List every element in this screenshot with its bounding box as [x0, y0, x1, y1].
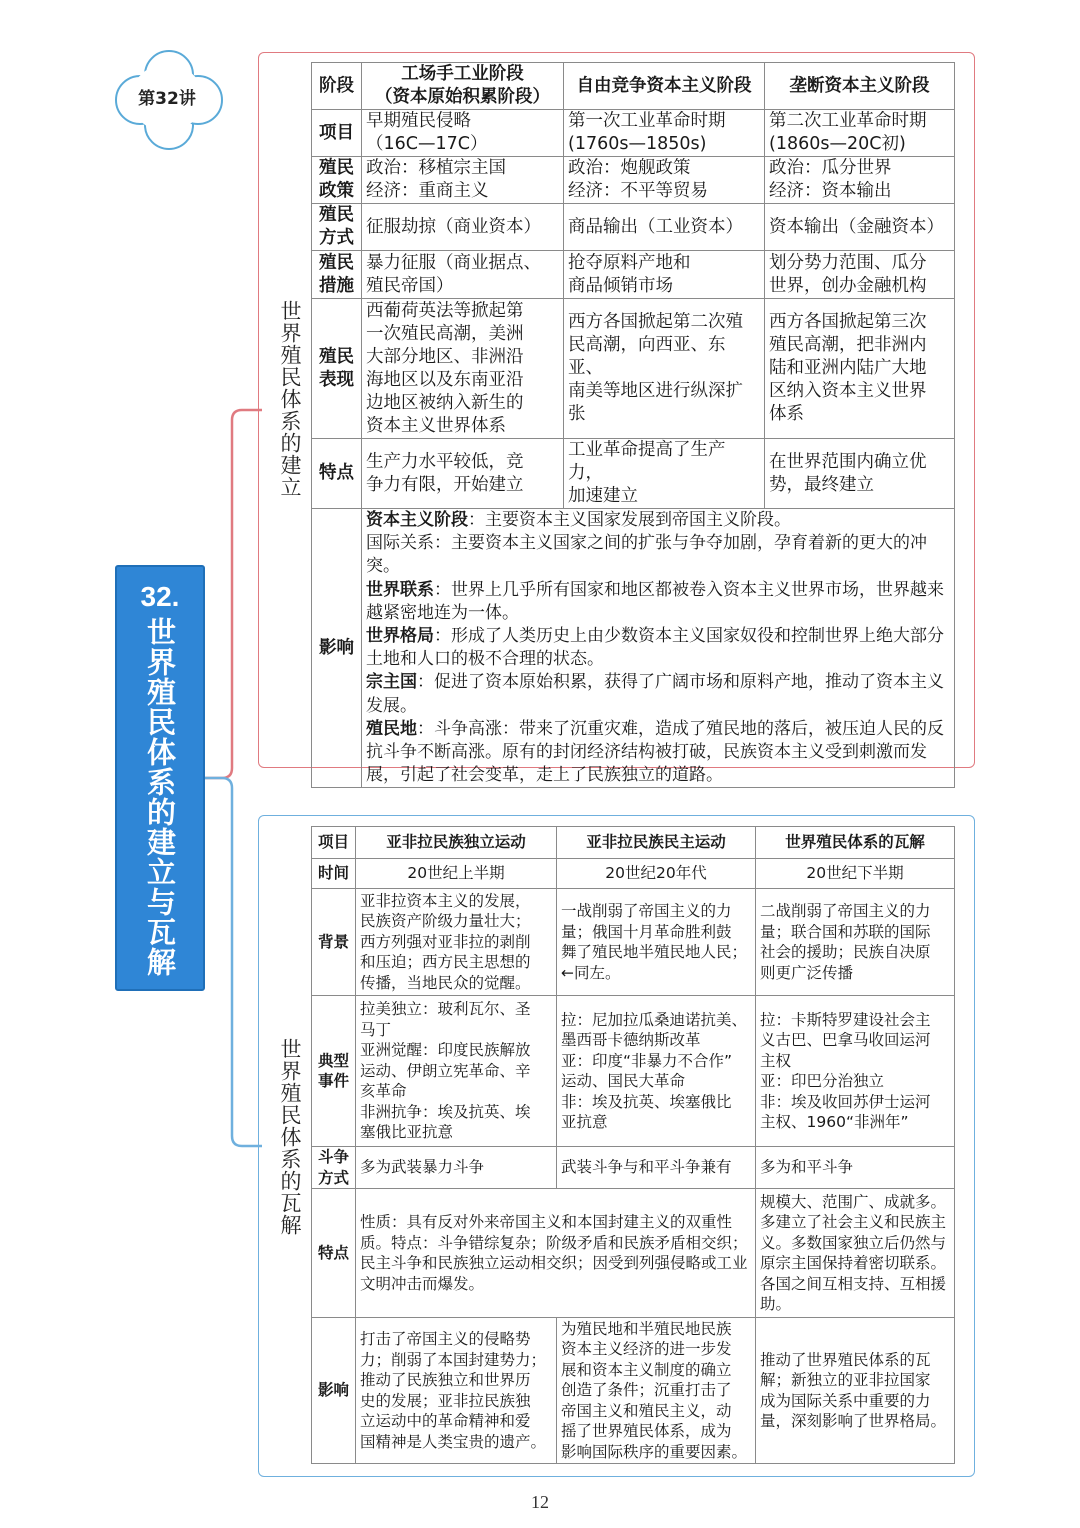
header-cell: 工场手工业阶段 （资本原始积累阶段）: [362, 63, 564, 110]
impact-cell: [362, 509, 955, 788]
table-cell: 多为和平斗争: [756, 1147, 955, 1189]
table-row: [312, 859, 955, 889]
row-head: 特点: [312, 439, 362, 509]
impact-item: 世界格局：形成了人类历史上由少数资本主义国家奴役和控制世界上绝大部分土地和人口的极不合理的状态。: [366, 626, 944, 670]
table-cell: 西方各国掀起第三次 殖民高潮，把非洲内 陆和亚洲内陆广大地 区纳入资本主义世界 体系: [765, 299, 955, 439]
table-cell: 抢夺原料产地和 商品倾销市场: [564, 251, 765, 299]
row-head: 背景: [312, 889, 356, 996]
impact-item: 资本主义阶段：主要资本主义国家发展到帝国主义阶段。: [366, 510, 791, 530]
table-cell: 工业革命提高了生产力， 加速建立: [564, 439, 765, 509]
table-cell: 第一次工业革命时期 (1760s—1850s): [564, 110, 765, 157]
row-head: 殖民 措施: [312, 251, 362, 299]
header-cell: 阶段: [312, 63, 362, 110]
table-header-row: [312, 827, 955, 859]
row-head: 影响: [312, 1318, 356, 1464]
table-cell: 征服劫掠（商业资本）: [362, 204, 564, 251]
table-cell: 资本输出（金融资本）: [765, 204, 955, 251]
main-title-box: [115, 565, 205, 991]
table-cell: 商品输出（工业资本）: [564, 204, 765, 251]
page-number: 12: [531, 1492, 549, 1512]
table-row: [312, 1318, 955, 1464]
table-cell: 第二次工业革命时期 (1860s—20C初): [765, 110, 955, 157]
row-head: 殖民 方式: [312, 204, 362, 251]
table-cell: 政治：炮舰政策 经济：不平等贸易: [564, 157, 765, 204]
row-head: 项目: [312, 110, 362, 157]
row-head: 典型 事件: [312, 996, 356, 1147]
table-row: [312, 996, 955, 1147]
row-head: 特点: [312, 1189, 356, 1318]
collapse-table: [311, 826, 955, 1464]
impact-item: 殖民地：斗争高涨：带来了沉重灾难，造成了殖民地的落后，被压迫人民的反抗斗争不断高涨。原有的封闭经济结构被打破，民族资本主义受到刺激而发展，引起了社会变革，走上了民族独立的道路。: [366, 718, 944, 786]
table-cell: 多为武装暴力斗争: [356, 1147, 557, 1189]
main-title-text: 世界殖民体系的建立与瓦解: [143, 617, 177, 977]
header-cell: 垄断资本主义阶段: [765, 63, 955, 110]
table-cell: 拉美独立：玻利瓦尔、圣 马丁 亚洲觉醒：印度民族解放 运动、伊朗立宪革命、辛 亥革命 非洲抗争：埃及抗英、埃 塞俄比亚抗意: [356, 996, 557, 1147]
row-head: 影响: [312, 509, 362, 788]
table-cell: 推动了世界殖民体系的瓦 解；新独立的亚非拉国家 成为国际关系中重要的力 量，深刻影响了世界格局。: [756, 1318, 955, 1464]
establishment-table: [311, 62, 955, 788]
table-cell: 亚非拉资本主义的发展， 民族资产阶级力量壮大； 西方列强对亚非拉的剥削 和压迫；西方民主思想的 传播，当地民众的觉醒。: [356, 889, 557, 996]
table-row: [312, 439, 955, 509]
header-cell: 亚非拉民族独立运动: [356, 827, 557, 859]
table-cell: 西方各国掀起第二次殖 民高潮，向西亚、东亚、 南美等地区进行纵深扩 张: [564, 299, 765, 439]
traits-cell: 规模大、范围广、成就多。多建立了社会主义和民族主义。多数国家独立后仍然与原宗主国保持着密切联系。各国之间互相支持、互相援助。: [756, 1189, 955, 1318]
section-establishment-label: 世界殖民体系的建立: [278, 300, 302, 498]
table-cell: 划分势力范围、瓜分 世界，创办金融机构: [765, 251, 955, 299]
table-cell: 武装斗争与和平斗争兼有: [557, 1147, 756, 1189]
impact-item: 国际关系：主要资本主义国家之间的扩张与争夺加剧，孕育着新的更大的冲突。: [366, 533, 927, 577]
section-collapse-label: 世界殖民体系的瓦解: [278, 1038, 302, 1236]
table-row: [312, 1189, 955, 1318]
row-head: 时间: [312, 859, 356, 889]
table-row: [312, 299, 955, 439]
table-row: [312, 1147, 955, 1189]
header-cell: 项目: [312, 827, 356, 859]
table-cell: 拉：卡斯特罗建设社会主 义古巴、巴拿马收回运河 主权 亚：印巴分治独立 非：埃及收回苏伊士运河 主权、1960“非洲年”: [756, 996, 955, 1147]
table-cell: 西葡荷英法等掀起第 一次殖民高潮，美洲 大部分地区、非洲沿 海地区以及东南亚沿 边地区被纳入新生的 资本主义世界体系: [362, 299, 564, 439]
table-cell: 二战削弱了帝国主义的力 量；联合国和苏联的国际 社会的援助；民族自决原 则更广泛传播: [756, 889, 955, 996]
table-cell: 在世界范围内确立优 势，最终建立: [765, 439, 955, 509]
table-row: [312, 110, 955, 157]
table-row: [312, 157, 955, 204]
table-cell: 早期殖民侵略 （16C—17C）: [362, 110, 564, 157]
table-cell: 20世纪下半期: [756, 859, 955, 889]
header-cell: 世界殖民体系的瓦解: [756, 827, 955, 859]
table-cell: 政治：移植宗主国 经济：重商主义: [362, 157, 564, 204]
row-head: 殖民 政策: [312, 157, 362, 204]
table-cell: 一战削弱了帝国主义的力 量；俄国十月革命胜利鼓 舞了殖民地半殖民地人民； ←同左。: [557, 889, 756, 996]
table-cell: 政治：瓜分世界 经济：资本输出: [765, 157, 955, 204]
row-head: 斗争 方式: [312, 1147, 356, 1189]
table-row-impact: [312, 509, 955, 788]
lesson-badge-label: 第32讲: [138, 89, 196, 109]
table-row: [312, 204, 955, 251]
table-cell: 拉：尼加拉瓜桑迪诺抗美、 墨西哥卡德纳斯改革 亚：印度“非暴力不合作” 运动、国民大革命 非：埃及抗英、埃塞俄比 亚抗意: [557, 996, 756, 1147]
lesson-badge: [115, 50, 219, 146]
row-head: 殖民 表现: [312, 299, 362, 439]
table-cell: 暴力征服（商业据点、 殖民帝国）: [362, 251, 564, 299]
impact-item: 世界联系：世界上几乎所有国家和地区都被卷入资本主义世界市场，世界越来越紧密地连为一体。: [366, 579, 944, 623]
table-row: [312, 889, 955, 996]
table-row: [312, 251, 955, 299]
main-title-number: 32.: [140, 581, 180, 612]
table-cell: 20世纪上半期: [356, 859, 557, 889]
table-cell: 为殖民地和半殖民地民族 资本主义经济的进一步发 展和资本主义制度的确立 创造了条件；沉重打击了 帝国主义和殖民主义，动 摇了世界殖民体系，成为 影响国际秩序的重要因素。: [557, 1318, 756, 1464]
table-cell: 打击了帝国主义的侵略势 力；削弱了本国封建势力； 推动了民族独立和世界历 史的发展；亚非拉民族独 立运动中的革命精神和爱 国精神是人类宝贵的遗产。: [356, 1318, 557, 1464]
header-cell: 自由竞争资本主义阶段: [564, 63, 765, 110]
header-cell: 亚非拉民族民主运动: [557, 827, 756, 859]
impact-item: 宗主国：促进了资本原始积累，获得了广阔市场和原料产地，推动了资本主义发展。: [366, 672, 944, 716]
table-cell: 20世纪20年代: [557, 859, 756, 889]
table-header-row: [312, 63, 955, 110]
table-cell: 生产力水平较低，竞 争力有限，开始建立: [362, 439, 564, 509]
traits-merged-cell: 性质：具有反对外来帝国主义和本国封建主义的双重性质。特点：斗争错综复杂；阶级矛盾和民族矛盾相交织；民主斗争和民族独立运动相交织；因受到列强侵略或工业文明冲击而爆发。: [356, 1189, 756, 1318]
